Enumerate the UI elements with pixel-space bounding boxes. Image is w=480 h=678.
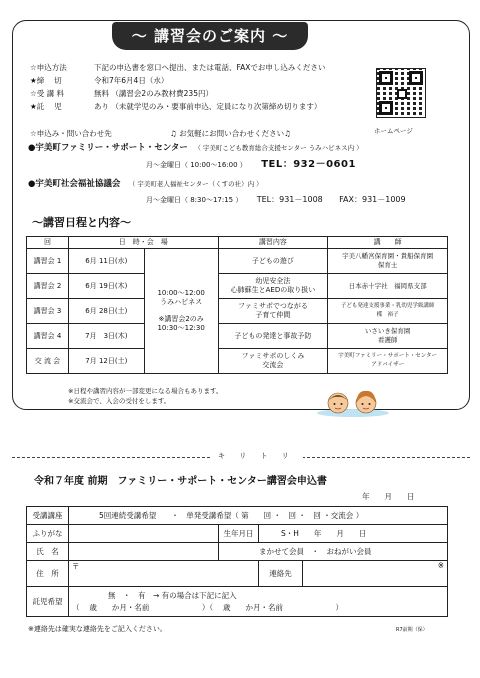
session-lecturer: 宇美八幡宮保育園・貴船保育園 保育士 — [328, 249, 448, 274]
table-row — [27, 324, 448, 349]
member-type-field[interactable]: まかせて会員 ・ おねがい会員 — [219, 543, 448, 561]
session-content: 子どもの遊び — [218, 249, 328, 274]
homepage-label[interactable]: ホームページ — [374, 127, 413, 135]
page-title: ～ 講習会のご案内 ～ — [112, 22, 308, 50]
session-venue — [144, 249, 218, 374]
session-content: ファミサポのしくみ 交流会 — [218, 349, 328, 374]
form-title: 令和７年度 前期 ファミリー・サポート・センター講習会申込書 — [34, 476, 327, 487]
session-date: 7月 3日(木) — [68, 324, 144, 349]
venue-time: 10:00～12:00 — [157, 289, 205, 297]
contact-field[interactable]: ※ — [303, 561, 448, 587]
form-row-course — [27, 507, 448, 525]
form-code: R7前期（保） — [396, 627, 428, 633]
furigana-field[interactable] — [69, 525, 219, 543]
table-row — [27, 349, 448, 374]
schedule-table — [26, 236, 448, 374]
center-block — [28, 143, 363, 153]
council-hours-row — [146, 195, 406, 205]
info-text: 下記の申込書を窓口へ提出、または電話、FAXでお申し込みください — [94, 63, 326, 72]
contact-note: ♫ お気軽にお問い合わせください♫ — [170, 129, 291, 138]
session-date: 7月 12日(土) — [68, 349, 144, 374]
form-row-furigana — [27, 525, 448, 543]
center-name: ●宇美町ファミリー・サポート・センター — [28, 143, 188, 153]
form-row-address — [27, 561, 448, 587]
qr-code-icon[interactable] — [376, 68, 426, 118]
center-sub: （ 宇美町こども教育総合支援センター うみハピネス内 ） — [194, 144, 363, 152]
session-lecturer: 日本赤十字社 福岡県支部 — [328, 274, 448, 299]
council-hours: 月～金曜日（ 8:30～17:15 ） — [146, 196, 243, 204]
info-label: ★託 児 — [30, 102, 62, 111]
session-no: 講習会 1 — [27, 249, 69, 274]
contact-field-label: 連絡先 — [259, 561, 303, 587]
table-row — [27, 249, 448, 274]
info-text: あり （未就学児のみ・要事前申込、定員になり次第締め切ります） — [94, 102, 322, 111]
session-lecturer: 宇美町ファミリー・サポート・センター アドバイザー — [328, 349, 448, 374]
form-date[interactable]: 年 月 日 — [362, 492, 415, 501]
schedule-header-row — [27, 237, 448, 249]
session-lecturer: 子ども発達支援事業・乳幼児学級講師 楪 裕子 — [328, 299, 448, 324]
session-no: 講習会 3 — [27, 299, 69, 324]
center-hours-row — [146, 160, 356, 170]
course-field[interactable]: 5回連続受講希望 ・ 単発受講希望（ 第 回 ・ 回 ・ 回 ・交流会 ） — [69, 507, 448, 525]
name-label: 氏 名 — [27, 543, 69, 561]
schedule-note: ※交流会で、入会の受付をします。 — [68, 397, 171, 405]
center-tel: TEL：932－0601 — [261, 159, 356, 170]
venue-note-time: 10:30～12:30 — [157, 324, 205, 332]
course-label: 受講講座 — [27, 507, 69, 525]
childcare-options[interactable]: 無 ・ 有 → 有の場合は下記に記入 — [108, 590, 237, 600]
session-date: 6月 19日(木) — [68, 274, 144, 299]
table-row — [27, 299, 448, 324]
info-label: ★締 切 — [30, 76, 62, 85]
session-content: ファミサポでつながる 子育て仲間 — [218, 299, 328, 324]
form-row-childcare — [27, 587, 448, 617]
council-sub: （ 宇美町老人福祉センター（くすの社）内 ） — [128, 180, 263, 188]
childcare-field[interactable] — [69, 587, 448, 617]
session-no: 講習会 2 — [27, 274, 69, 299]
venue-place: うみハピネス — [160, 298, 203, 306]
session-date: 6月 11日(水) — [68, 249, 144, 274]
session-lecturer: いさいき保育園 看護師 — [328, 324, 448, 349]
contact-label: ☆申込み・問い合わせ先 — [30, 129, 112, 138]
furigana-label: ふりがな — [27, 525, 69, 543]
council-name: ●宇美町社会福祉協議会 — [28, 179, 121, 189]
session-content: 幼児安全法 心肺蘇生とAEDの取り扱い — [218, 274, 328, 299]
name-field[interactable] — [69, 543, 219, 561]
birth-label: 生年月日 — [219, 525, 259, 543]
session-no: 講習会 4 — [27, 324, 69, 349]
address-label: 住 所 — [27, 561, 69, 587]
info-text: 無料 （講習会2のみ教材費235円） — [94, 89, 213, 98]
info-line-apply — [30, 63, 326, 73]
table-row — [27, 274, 448, 299]
schedule-heading: ～講習日程と内容～ — [32, 216, 131, 229]
center-hours: 月～金曜日（ 10:00～16:00 ） — [146, 161, 247, 169]
info-label: ☆受 講 料 — [30, 89, 64, 98]
birth-field[interactable]: S・H 年 月 日 — [259, 525, 448, 543]
info-line-deadline — [30, 76, 169, 86]
col-header-datetime: 日 時・会 場 — [68, 237, 218, 249]
form-row-name — [27, 543, 448, 561]
council-block — [28, 179, 263, 189]
session-date: 6月 28日(土) — [68, 299, 144, 324]
venue-note: ※講習会2のみ — [158, 315, 204, 323]
info-text: 令和7年6月4日（水） — [94, 76, 169, 85]
info-line-fee — [30, 89, 213, 99]
address-field[interactable]: 〒 — [69, 561, 259, 587]
application-form — [26, 506, 448, 617]
council-fax: FAX：931－1009 — [339, 195, 406, 204]
col-header-content: 講習内容 — [218, 237, 328, 249]
session-no: 交 流 会 — [27, 349, 69, 374]
session-content: 子どもの発達と事故予防 — [218, 324, 328, 349]
children-illustration-icon — [316, 387, 390, 417]
form-footnote: ※連絡先は確実な連絡先をご記入ください。 — [28, 625, 167, 633]
col-header-lecturer: 講 師 — [328, 237, 448, 249]
schedule-notes — [68, 386, 222, 406]
col-header-no: 回 — [27, 237, 69, 249]
childcare-label: 託児希望 — [27, 587, 69, 617]
info-line-childcare — [30, 102, 322, 112]
info-label: ☆申込方法 — [30, 63, 67, 72]
council-tel: TEL：931－1008 — [256, 195, 323, 204]
childcare-kids[interactable]: （ 歳 か月・名前 ）（ 歳 か月・名前 ） — [72, 602, 344, 612]
cut-line-label: キ リ ト リ — [210, 451, 303, 461]
schedule-note: ※日程や講習内容が一部変更になる場合もあります。 — [68, 387, 223, 395]
